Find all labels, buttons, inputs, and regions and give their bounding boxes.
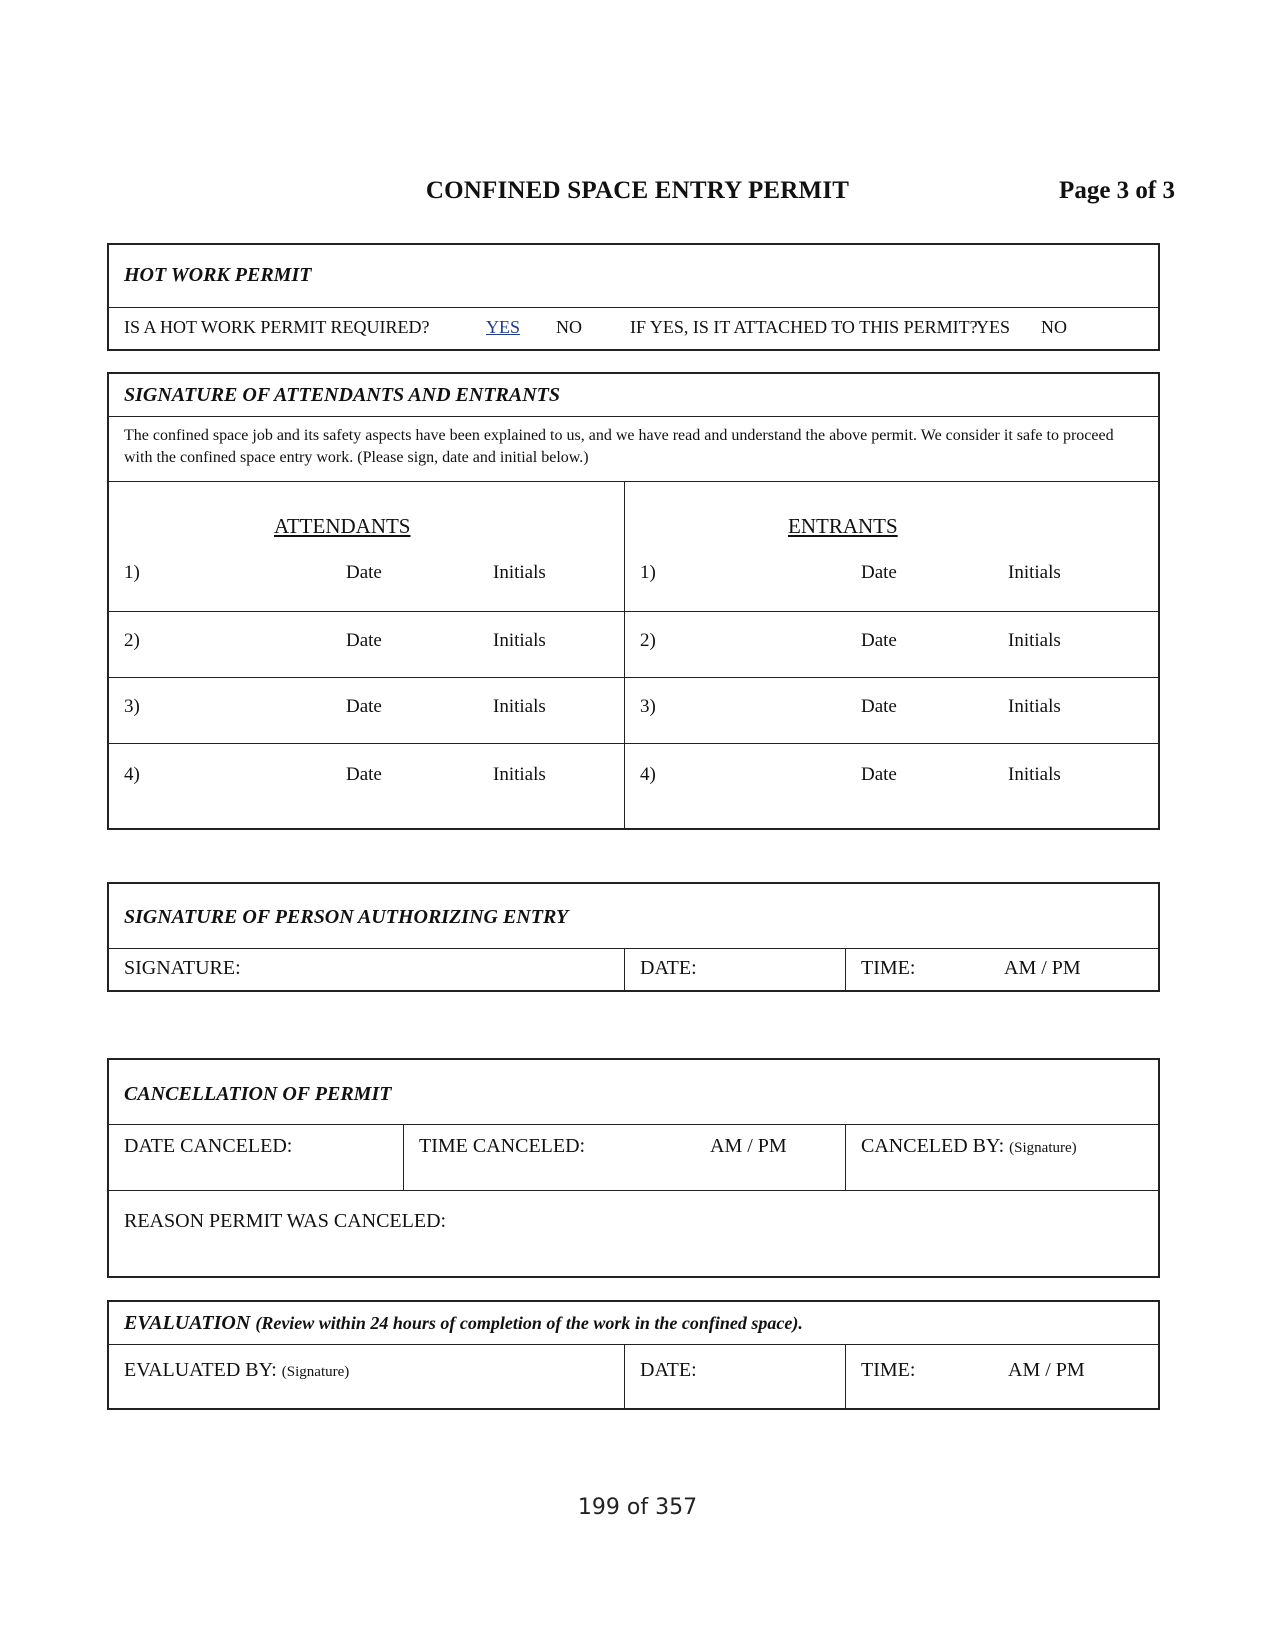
evaluation-section	[107, 1300, 1160, 1410]
attendant-2-number: 2)	[124, 630, 140, 651]
hot-work-no-option[interactable]: NO	[556, 317, 582, 337]
attendants-label: ATTENDANTS	[274, 514, 411, 538]
canceled-by-label: CANCELED BY: (Signature)	[861, 1135, 1077, 1157]
authorizing-entry-section	[107, 882, 1160, 992]
attendant-3-initials-field[interactable]: Initials	[493, 696, 546, 717]
evaluated-by-signature-note: (Signature)	[281, 1364, 350, 1380]
attached-no-option[interactable]: NO	[1041, 317, 1067, 337]
cancellation-heading: CANCELLATION OF PERMIT	[124, 1083, 392, 1105]
entrant-1-number: 1)	[640, 562, 656, 583]
entrant-3-date-field[interactable]: Date	[861, 696, 897, 717]
page-number: Page 3 of 3	[1059, 177, 1175, 204]
signature-label: SIGNATURE:	[124, 957, 241, 979]
evaluation-date-field[interactable]	[624, 1345, 845, 1408]
entrants-label: ENTRANTS	[788, 514, 898, 538]
entrant-2-initials-field[interactable]: Initials	[1008, 630, 1061, 651]
attached-yes-option[interactable]: YES	[976, 317, 1011, 337]
date-label: DATE:	[640, 957, 697, 979]
hot-work-question: IS A HOT WORK PERMIT REQUIRED?	[124, 317, 430, 337]
attendants-entrants-heading: SIGNATURE OF ATTENDANTS AND ENTRANTS	[124, 384, 561, 406]
safety-statement-line-1: The confined space job and its safety aspects have been explained to us, and we have read and understand the above permit. We consider it safe to proceed	[124, 427, 1114, 444]
attendant-1-date-field[interactable]: Date	[346, 562, 382, 583]
page-count-footer: 199 of 357	[577, 1495, 698, 1520]
canceled-by-field[interactable]	[845, 1125, 1158, 1190]
signature-row-3	[109, 678, 1158, 744]
attendant-2-initials-field[interactable]: Initials	[493, 630, 546, 651]
cancellation-section	[107, 1058, 1160, 1278]
entrant-4-initials-field[interactable]: Initials	[1008, 764, 1061, 785]
authorizing-time-field[interactable]	[845, 949, 1158, 990]
entrant-3-number: 3)	[640, 696, 656, 717]
attendant-3-date-field[interactable]: Date	[346, 696, 382, 717]
authorizing-date-field[interactable]	[624, 949, 845, 990]
entrant-2-number: 2)	[640, 630, 656, 651]
evaluation-time-label: TIME:	[861, 1359, 916, 1381]
evaluated-by-label: EVALUATED BY: (Signature)	[124, 1359, 350, 1381]
entrant-4-date-field[interactable]: Date	[861, 764, 897, 785]
page-title: CONFINED SPACE ENTRY PERMIT	[425, 177, 850, 204]
evaluated-by-field[interactable]	[109, 1345, 624, 1408]
entrant-2-date-field[interactable]: Date	[861, 630, 897, 651]
entrant-4-number: 4)	[640, 764, 656, 785]
signature-row-4	[109, 744, 1158, 828]
reason-canceled-field[interactable]	[109, 1191, 1158, 1276]
canceled-by-signature-note: (Signature)	[1009, 1140, 1077, 1156]
evaluation-heading-note: (Review within 24 hours of completion of the work in the confined space).	[255, 1313, 803, 1333]
signature-row-2	[109, 612, 1158, 678]
hot-work-section	[107, 243, 1160, 351]
attendant-1-initials-field[interactable]: Initials	[493, 562, 546, 583]
cancel-am-pm-option[interactable]: AM / PM	[710, 1135, 787, 1157]
hot-work-heading: HOT WORK PERMIT	[124, 264, 312, 286]
evaluation-am-pm-option[interactable]: AM / PM	[1008, 1359, 1085, 1381]
attendant-4-date-field[interactable]: Date	[346, 764, 382, 785]
attached-question: IF YES, IS IT ATTACHED TO THIS PERMIT?	[630, 317, 978, 337]
attendant-1-number: 1)	[124, 562, 140, 583]
attendant-3-number: 3)	[124, 696, 140, 717]
attendant-2-date-field[interactable]: Date	[346, 630, 382, 651]
am-pm-option[interactable]: AM / PM	[1004, 957, 1081, 979]
entrant-1-date-field[interactable]: Date	[861, 562, 897, 583]
attendant-4-initials-field[interactable]: Initials	[493, 764, 546, 785]
evaluation-time-field[interactable]	[845, 1345, 1158, 1408]
reason-canceled-label: REASON PERMIT WAS CANCELED:	[124, 1210, 447, 1232]
entrant-3-initials-field[interactable]: Initials	[1008, 696, 1061, 717]
date-canceled-field[interactable]	[109, 1125, 403, 1190]
time-label: TIME:	[861, 957, 916, 979]
evaluation-date-label: DATE:	[640, 1359, 697, 1381]
authorizing-signature-field[interactable]	[109, 949, 624, 990]
date-canceled-label: DATE CANCELED:	[124, 1135, 293, 1157]
evaluation-heading: EVALUATION (Review within 24 hours of completion of the work in the confined space).	[124, 1312, 803, 1334]
attendants-entrants-section	[107, 372, 1160, 830]
signature-row-1	[109, 482, 1158, 612]
time-canceled-field[interactable]	[403, 1125, 845, 1190]
time-canceled-label: TIME CANCELED:	[419, 1135, 586, 1157]
safety-statement-line-2: with the confined space entry work. (Please sign, date and initial below.)	[124, 449, 589, 466]
hot-work-yes-option[interactable]: YES	[486, 317, 521, 337]
attendant-4-number: 4)	[124, 764, 140, 785]
entrant-1-initials-field[interactable]: Initials	[1008, 562, 1061, 583]
authorizing-heading: SIGNATURE OF PERSON AUTHORIZING ENTRY	[124, 906, 569, 928]
